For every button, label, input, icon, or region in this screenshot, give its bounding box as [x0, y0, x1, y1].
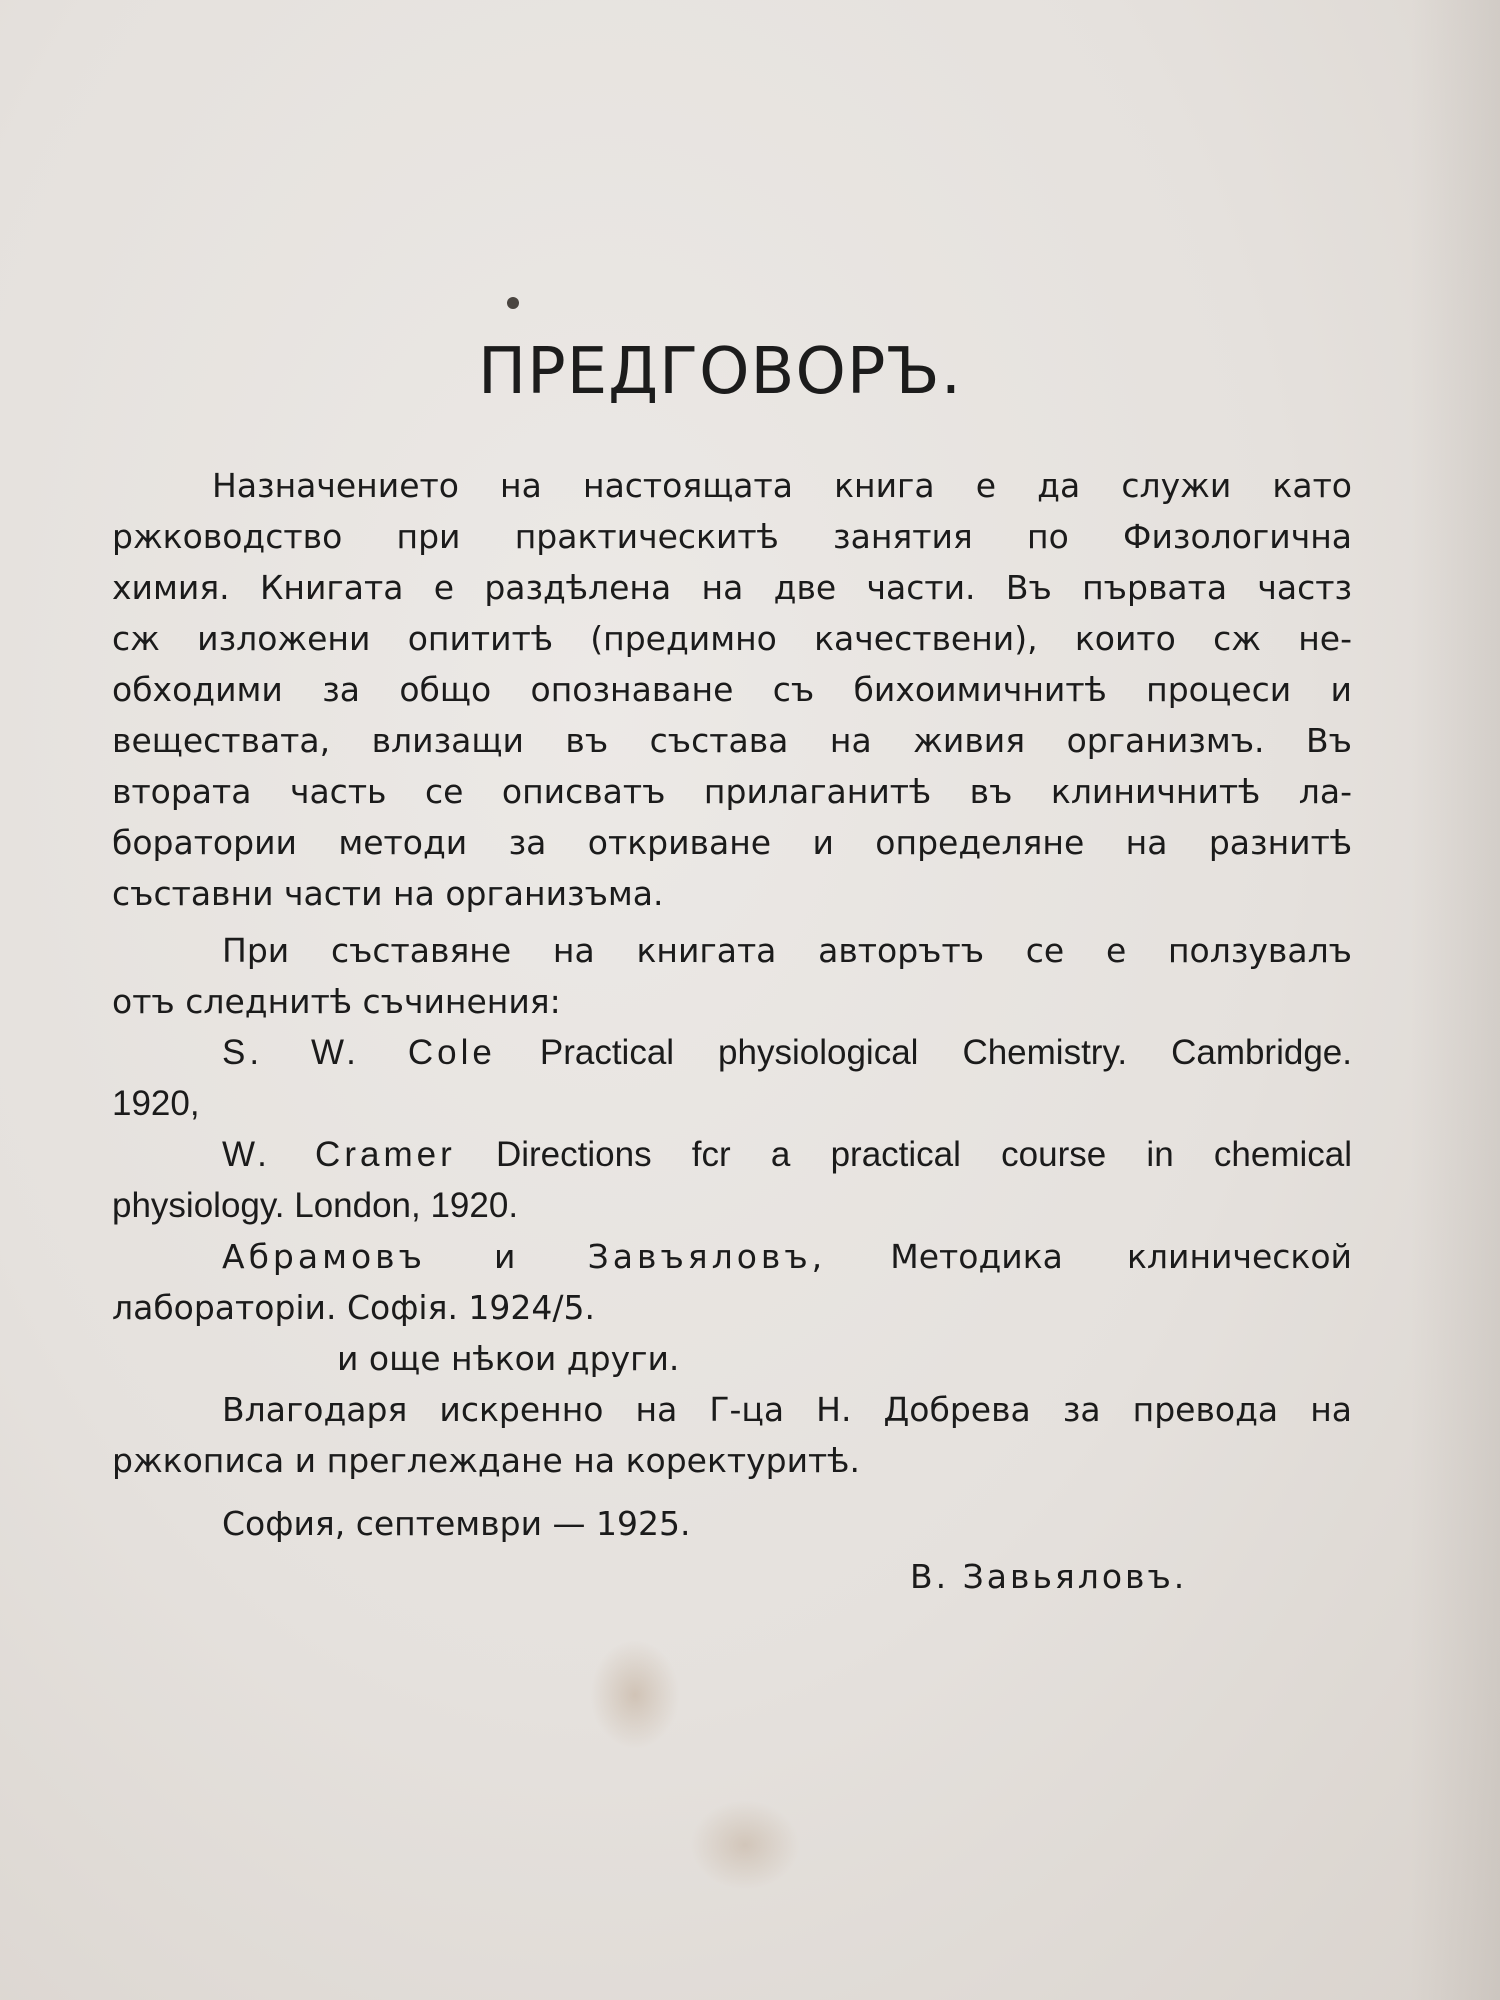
other-sources: и още нѣкои други. [337, 1339, 680, 1378]
date-line: София, септември — 1925. [222, 1504, 691, 1543]
reference-title: Directions fcr a practical course in chemical [495, 1135, 1352, 1174]
reference-cramer [112, 1129, 1352, 1180]
reference-author: W. Cramer [222, 1135, 456, 1174]
reference-title: Practical physiological Chemistry. Cambridge. [539, 1033, 1352, 1072]
text-line: ржкописа и преглеждане на коректуритѣ. [112, 1441, 860, 1480]
reference-abramov-cont: лабораторіи. Софія. 1924/5. [112, 1288, 596, 1327]
paper-stain [590, 1640, 680, 1750]
page-title: ПРЕДГОВОРЪ. [477, 335, 963, 409]
reference-author: S. W. Cole [222, 1033, 496, 1072]
text-line: Влагодаря искренно на Г-ца Н. Добрева за превода на [222, 1390, 1352, 1429]
reference-cole [112, 1027, 1352, 1078]
preface-body [112, 460, 1352, 1549]
text-line: втората часть се описватъ прилаганитѣ въ клиничнитѣ ла- [112, 772, 1352, 811]
author-signature: В. Завьяловъ. [910, 1557, 1188, 1596]
ink-dot [507, 297, 519, 309]
text-line: сж изложени опититѣ (предимно качествени), които сж не- [112, 619, 1352, 658]
text-line: Назначението на настоящата книга е да служи като [212, 466, 1352, 505]
reference-author: Абрамовъ и Завъяловъ, [222, 1237, 827, 1276]
reference-cole-year: 1920, [112, 1084, 200, 1123]
text-line: боратории методи за откриване и определяне на разнитѣ [112, 823, 1352, 862]
text-line: отъ следнитѣ съчинения: [112, 982, 561, 1021]
text-line: При съставяне на книгата авторътъ се е ползувалъ [222, 931, 1352, 970]
reference-abramov [112, 1231, 1352, 1282]
text-line: веществата, влизащи въ състава на живия организмъ. Въ [112, 721, 1352, 760]
text-line: ржководство при практическитѣ занятия по Физологична [112, 517, 1352, 556]
reference-cramer-cont: physiology. London, 1920. [112, 1186, 519, 1225]
text-line: химия. Книгата е раздѣлена на две части. Въ първата частз [112, 568, 1352, 607]
reference-title: Методика клинической [890, 1237, 1353, 1276]
text-line: съставни части на организъма. [112, 874, 664, 913]
text-line: обходими за общо опознаване съ бихоимичнитѣ процеси и [112, 670, 1352, 709]
paper-stain [690, 1800, 800, 1890]
